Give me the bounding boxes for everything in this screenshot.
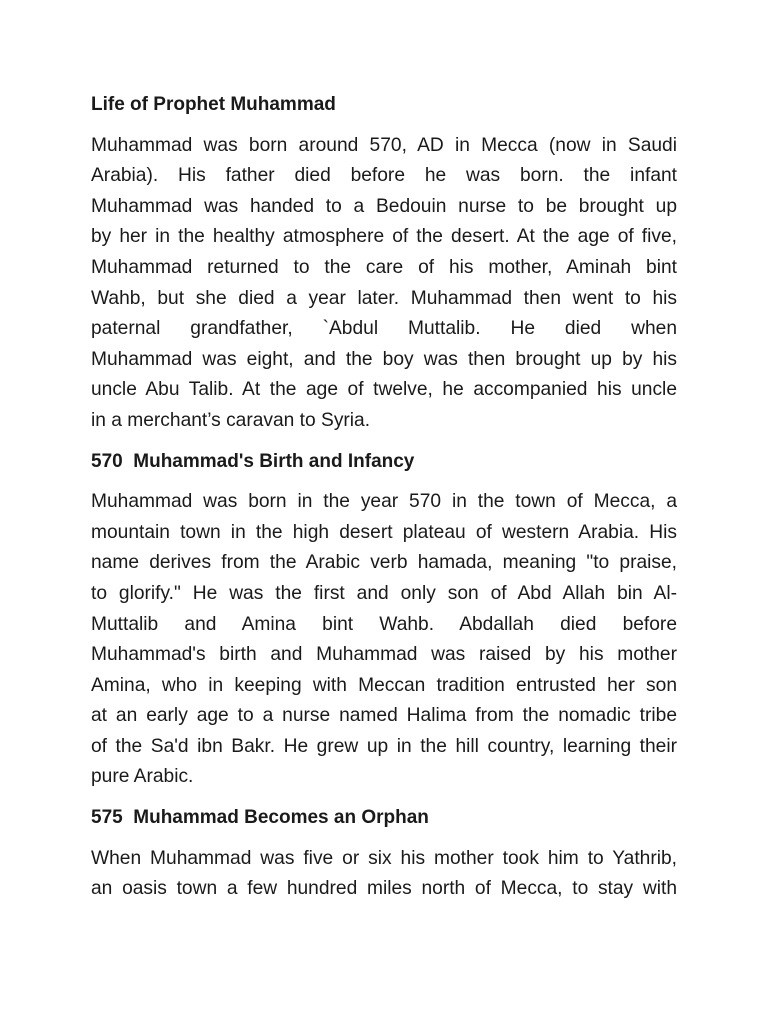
- text-line: Muttalib and Amina bint Wahb. Abdallah died before: [91, 613, 677, 635]
- text-line: Muhammad was born around 570, AD in Mecca (now in Saudi: [91, 134, 677, 156]
- text-line: Muhammad was eight, and the boy was then brought up by his: [91, 348, 677, 370]
- text-line: Wahb, but she died a year later. Muhammad then went to his: [91, 287, 677, 309]
- paragraph-birth-infancy: [91, 487, 677, 793]
- text-line: Muhammad's birth and Muhammad was raised by his mother: [91, 644, 677, 666]
- text-line: Muhammad was handed to a Bedouin nurse to be brought up: [91, 195, 677, 217]
- text-line: Arabia). His father died before he was born. the infant: [91, 165, 677, 187]
- text-line: mountain town in the high desert plateau of western Arabia. His: [91, 521, 677, 543]
- text-line: at an early age to a nurse named Halima from the nomadic tribe: [91, 705, 677, 727]
- text-line: paternal grandfather, `Abdul Muttalib. He died when: [91, 318, 677, 340]
- text-line: pure Arabic.: [91, 766, 194, 788]
- text-line: uncle Abu Talib. At the age of twelve, he accompanied his uncle: [91, 379, 677, 401]
- text-line: When Muhammad was five or six his mother took him to Yathrib,: [91, 847, 677, 869]
- text-line: name derives from the Arabic verb hamada, meaning "to praise,: [91, 552, 677, 574]
- text-line: in a merchant’s caravan to Syria.: [91, 409, 371, 431]
- section-heading-orphan: 575 Muhammad Becomes an Orphan: [91, 807, 429, 829]
- text-line: an oasis town a few hundred miles north of Mecca, to stay with: [91, 878, 677, 900]
- document-title: Life of Prophet Muhammad: [91, 94, 336, 115]
- text-line: Muhammad was born in the year 570 in the town of Mecca, a: [91, 491, 677, 513]
- paragraph-intro: [91, 131, 677, 437]
- text-line: Amina, who in keeping with Meccan tradition entrusted her son: [91, 674, 677, 696]
- document-page: [91, 90, 677, 915]
- text-line: Muhammad returned to the care of his mother, Aminah bint: [91, 256, 677, 278]
- text-line: by her in the healthy atmosphere of the desert. At the age of five,: [91, 226, 677, 248]
- section-heading-birth-infancy: 570 Muhammad's Birth and Infancy: [91, 450, 415, 472]
- text-line: to glorify." He was the first and only son of Abd Allah bin Al-: [91, 582, 677, 604]
- paragraph-orphan: [91, 844, 677, 905]
- text-line: of the Sa'd ibn Bakr. He grew up in the hill country, learning their: [91, 735, 677, 757]
